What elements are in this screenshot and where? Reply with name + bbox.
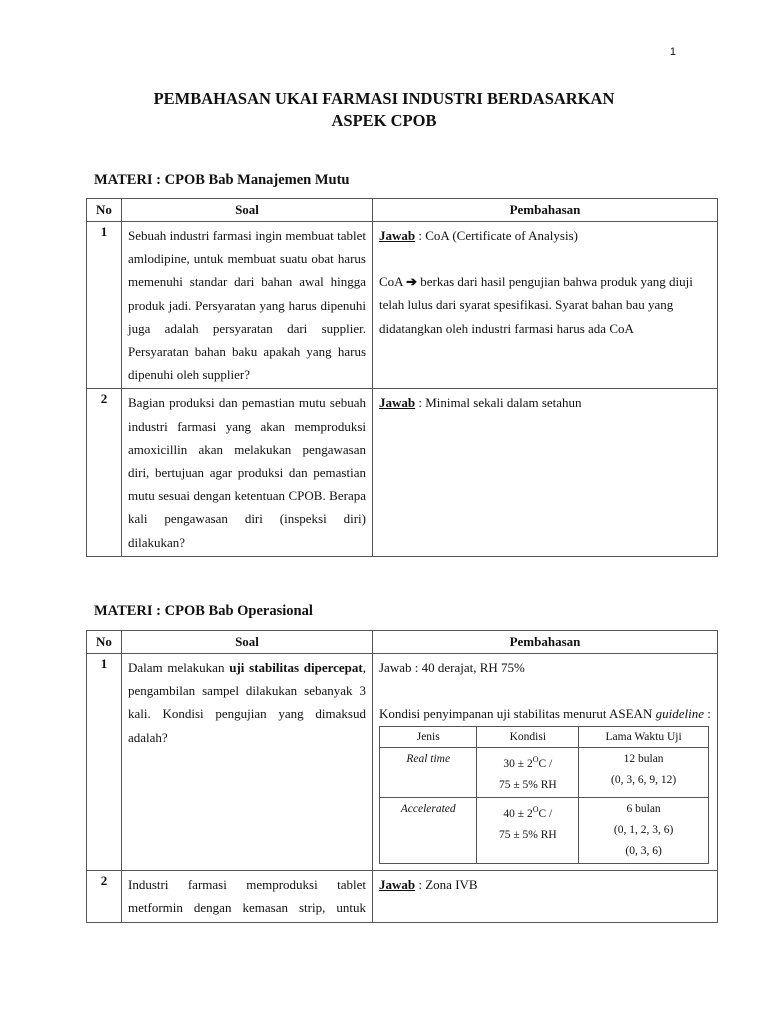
answer-cell xyxy=(373,654,718,871)
title-line-2: ASPEK CPOB xyxy=(331,111,437,130)
table-row xyxy=(87,389,718,556)
jawab-text: : Zona IVB xyxy=(415,877,478,893)
question-cell xyxy=(122,222,373,389)
kondisi-text-end: : xyxy=(703,706,711,722)
detail-text: berkas dari hasil pengujian bahwa produk yang diuji telah lulus dari syarat spesifikasi. Syarat bahan bau yang didatangkan oleh industri farmasi harus ada CoA xyxy=(379,274,693,336)
kondisi-text xyxy=(379,702,711,725)
answer-line xyxy=(379,224,711,247)
question-text: Bagian produksi dan pemastian mutu sebuah industri farmasi yang akan memproduksi amoxicillin akan melakukan pengawasan diri, bertujuan agar produksi dan pemastian mutu sesuai dengan ketentuan CPOB. Berapa kali pengawasan diri (inspeksi diri) dilakukan? xyxy=(128,395,366,550)
header-soal: Soal xyxy=(122,199,373,222)
section-heading-operasional: MATERI : CPOB Bab Operasional xyxy=(94,603,313,619)
stability-header-kondisi: Kondisi xyxy=(477,727,579,748)
answer-line xyxy=(379,391,711,414)
question-text-bold: uji stabilitas dipercepat xyxy=(229,660,363,675)
table-operasional xyxy=(86,630,718,923)
kondisi-text-main: Kondisi penyimpanan uji stabilitas menurut ASEAN xyxy=(379,706,656,722)
answer-cell xyxy=(373,389,718,556)
stability-row xyxy=(380,748,709,798)
jawab-label: Jawab xyxy=(379,228,416,243)
header-pembahasan: Pembahasan xyxy=(373,199,718,222)
question-text xyxy=(128,656,366,749)
question-text-post: , pengambilan sampel dilakukan sebanyak 3 kali. Kondisi pengujian yang dimaksud adalah? xyxy=(128,660,366,745)
stability-lama: 12 bulan (0, 3, 6, 9, 12) xyxy=(579,748,709,798)
stability-header-jenis: Jenis xyxy=(380,727,477,748)
table-row xyxy=(87,222,718,389)
stability-kondisi: $30 \pm 2^OC$ / 75 ± 5% RH xyxy=(477,748,579,798)
stability-header-lama: Lama Waktu Uji xyxy=(579,727,709,748)
stability-row xyxy=(380,798,709,864)
question-text: Sebuah industri farmasi ingin membuat tablet amlodipine, untuk membuat suatu obat harus memenuhi standar dari bahan awal hingga produk jadi. Persyaratan yang harus dipenuhi juga adalah persyaratan dari supplier. Persyaratan bahan baku apakah yang harus dipenuhi oleh supplier? xyxy=(128,228,366,383)
question-text-pre: Dalam melakukan xyxy=(128,660,230,675)
table-header-row xyxy=(87,631,718,654)
section-heading-manajemen-mutu: MATERI : CPOB Bab Manajemen Mutu xyxy=(94,172,350,188)
header-pembahasan: Pembahasan xyxy=(373,631,718,654)
table-header-row xyxy=(87,199,718,222)
question-cell xyxy=(122,389,373,556)
row-number: 2 xyxy=(87,871,122,922)
answer-cell xyxy=(373,222,718,389)
title-line-1: PEMBAHASAN UKAI FARMASI INDUSTRI BERDASARKAN xyxy=(153,89,615,108)
question-cell xyxy=(122,654,373,871)
row-number: 1 xyxy=(87,222,122,389)
arrow-icon: ➔ xyxy=(406,274,417,290)
detail-prefix: CoA xyxy=(379,274,403,290)
stability-header-row xyxy=(380,727,709,748)
page-number: 1 xyxy=(669,46,676,58)
answer-detail xyxy=(379,270,711,340)
question-cell xyxy=(122,871,373,922)
stability-jenis: Real time xyxy=(380,748,477,798)
document-title xyxy=(0,88,768,132)
header-soal: Soal xyxy=(122,631,373,654)
answer-cell xyxy=(373,871,718,922)
stability-kondisi: $40 \pm 2^OC$ / 75 ± 5% RH xyxy=(477,798,579,864)
row-number: 1 xyxy=(87,654,122,871)
table-row xyxy=(87,654,718,871)
question-text: Industri farmasi memproduksi tablet metformin dengan kemasan strip, untuk xyxy=(128,877,366,916)
answer-line xyxy=(379,873,711,896)
jawab-label: Jawab xyxy=(379,877,416,893)
header-no: No xyxy=(87,199,122,222)
answer-line: Jawab : 40 derajat, RH 75% xyxy=(379,660,525,675)
table-manajemen-mutu xyxy=(86,198,718,557)
table-row xyxy=(87,871,718,922)
jawab-text: : CoA (Certificate of Analysis) xyxy=(415,228,578,243)
stability-lama: 6 bulan (0, 1, 2, 3, 6) (0, 3, 6) xyxy=(579,798,709,864)
jawab-text: : Minimal sekali dalam setahun xyxy=(415,395,582,411)
row-number: 2 xyxy=(87,389,122,556)
kondisi-text-italic: guideline xyxy=(655,706,704,722)
header-no: No xyxy=(87,631,122,654)
stability-jenis: Accelerated xyxy=(380,798,477,864)
jawab-label: Jawab xyxy=(379,395,416,411)
stability-table xyxy=(379,726,709,864)
